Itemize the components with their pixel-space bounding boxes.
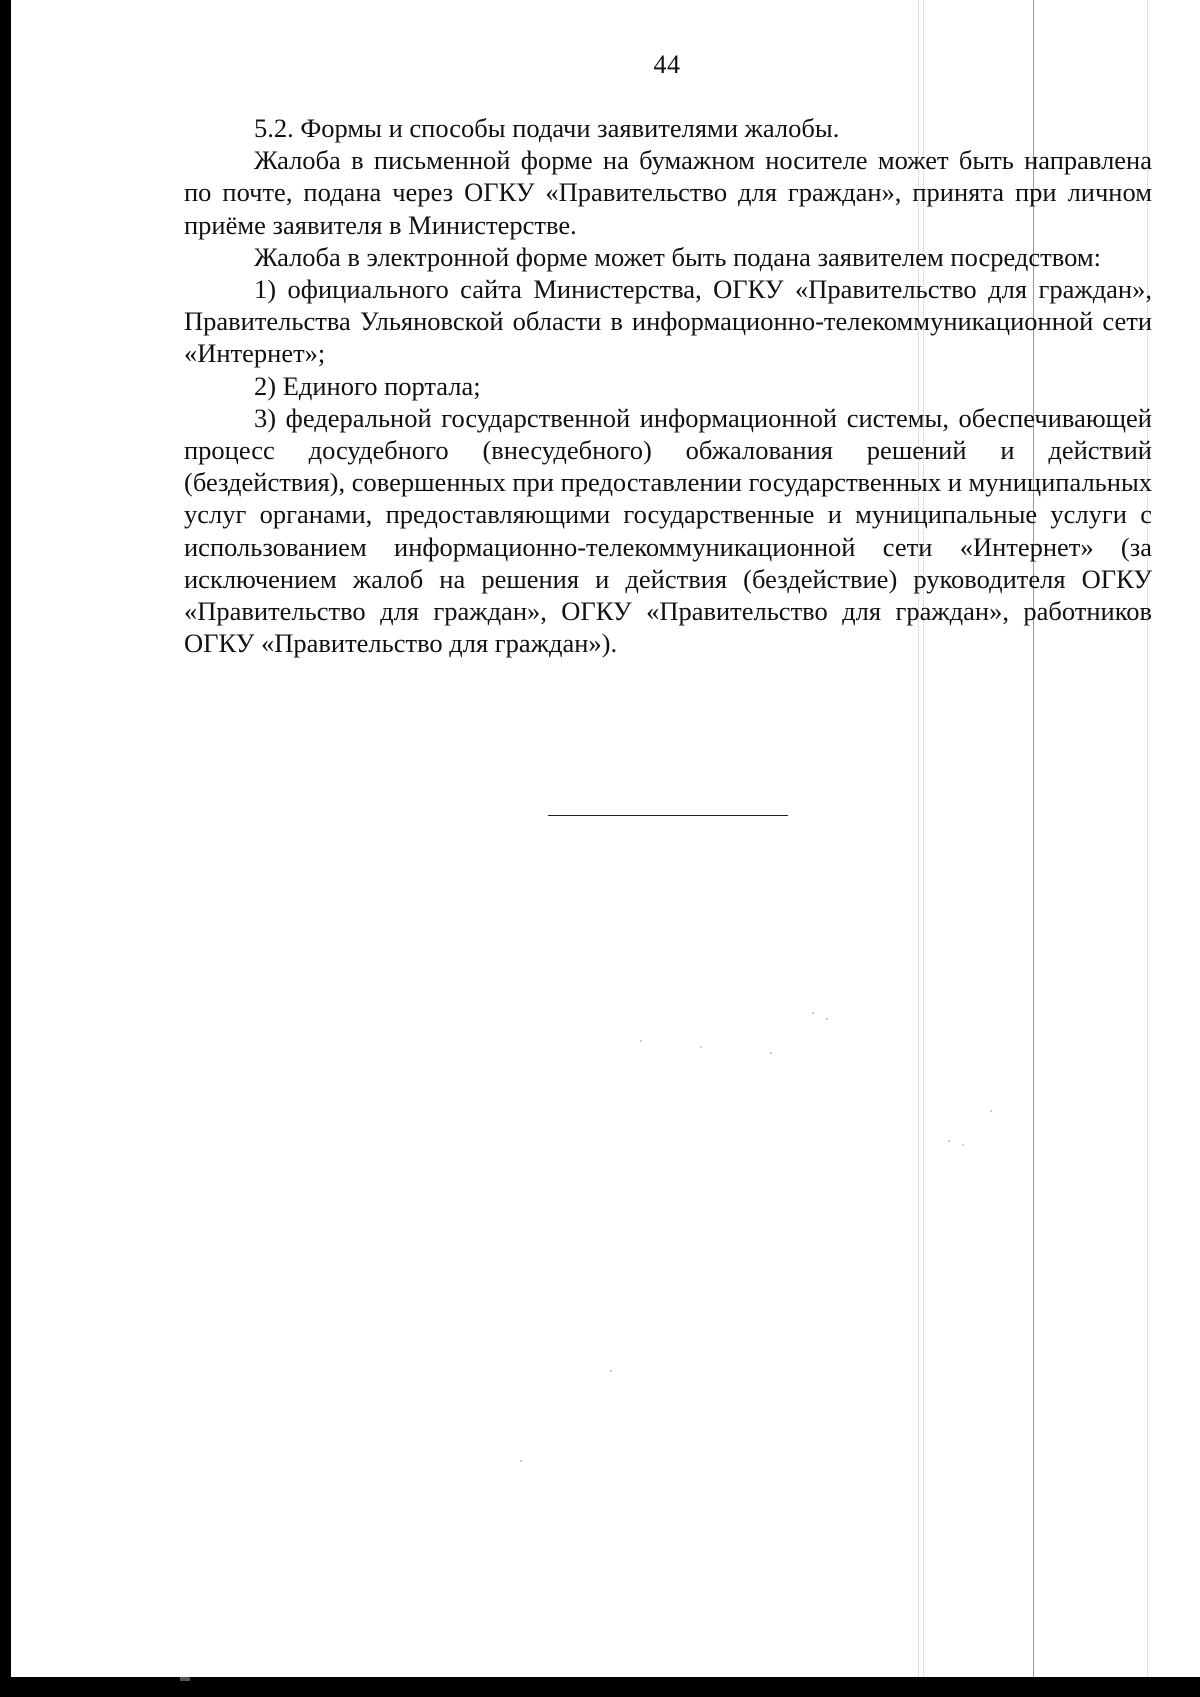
list-item: 2) Единого портала; [254, 370, 481, 401]
list-item: 1) официального сайта Министерства, ОГКУ «Правительство для граждан», Правительства Ульяновской области в информационно-телекоммуникационной сети «Интернет»; [184, 274, 1152, 369]
end-rule [548, 815, 788, 816]
list-item: 3) федеральной государственной информационной системы, обеспечивающей процесс досудебного (внесудебного) обжалования решений и действий (бездействия), совершенных при предоставлении государственных и муниципальных услуг органами, предоставляющими государственные и муниципальные услуги с использованием информационно-телекоммуникационной сети «Интернет» (за исключением жалоб на решения и действия (бездействие) руководителя ОГКУ «Правительство для граждан», ОГКУ «Правительство для граждан», работников ОГКУ «Правительство для граждан»). [184, 402, 1152, 659]
section-heading: 5.2. Формы и способы подачи заявителями жалобы. [254, 113, 840, 143]
page-number: 44 [653, 50, 681, 79]
document-body [184, 112, 1152, 659]
paragraph: Жалоба в письменной форме на бумажном носителе может быть направлена по почте, подана через ОГКУ «Правительство для граждан», принята при личном приёме заявителя в Министерстве. [184, 145, 1152, 240]
scan-left-border [0, 0, 11, 1697]
scan-bottom-border [0, 1677, 1200, 1697]
paragraph: Жалоба в электронной форме может быть подана заявителем посредством: [254, 241, 1101, 272]
